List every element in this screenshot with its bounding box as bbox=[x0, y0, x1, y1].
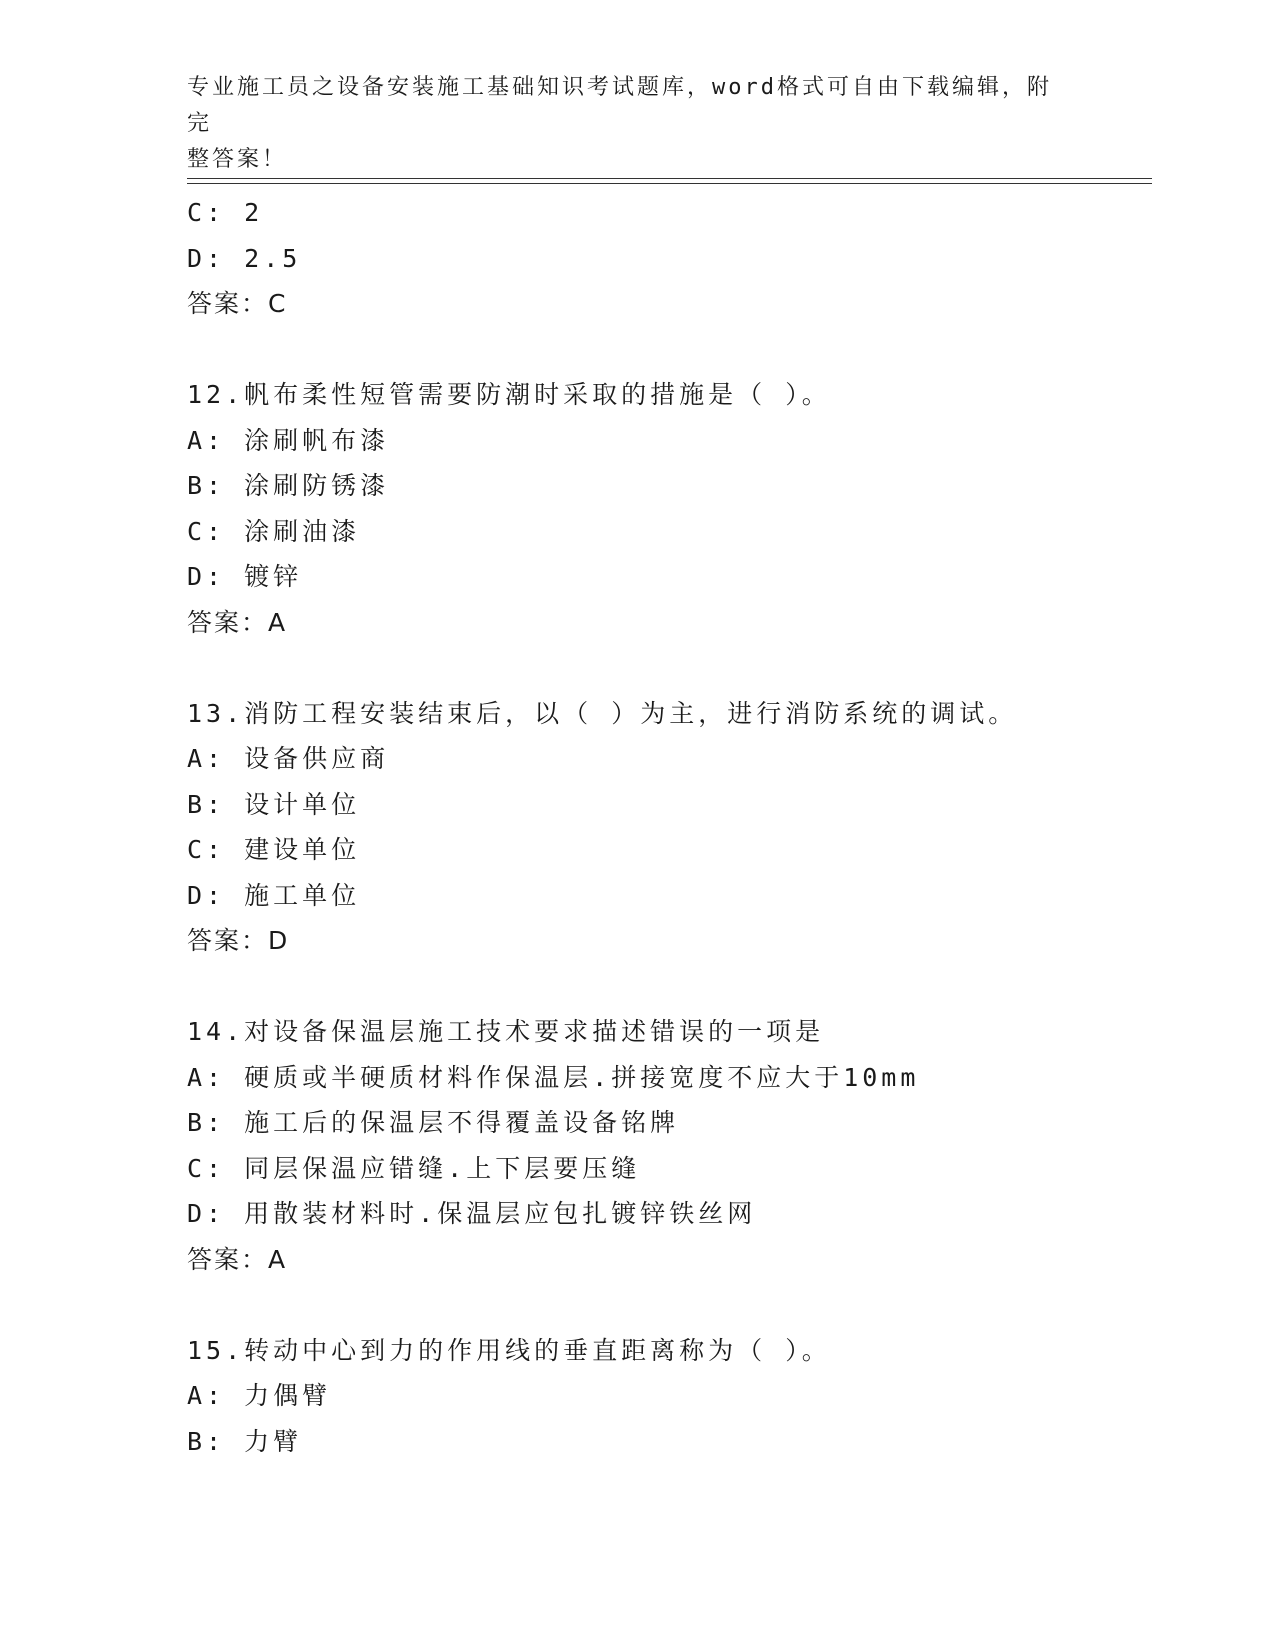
question-14 bbox=[187, 1009, 1152, 1282]
question-stem: 14.对设备保温层施工技术要求描述错误的一项是 bbox=[187, 1017, 825, 1046]
option-a: A: 涂刷帆布漆 bbox=[187, 425, 390, 455]
header-line-1: 专业施工员之设备安装施工基础知识考试题库，word格式可自由下载编辑，附完 bbox=[187, 75, 1052, 136]
option-c: C: 涂刷油漆 bbox=[187, 516, 361, 546]
spacer bbox=[187, 327, 1152, 373]
answer-line: 答案：C bbox=[187, 289, 288, 318]
option-b: B: 力臂 bbox=[187, 1426, 303, 1456]
question-12 bbox=[187, 372, 1152, 645]
option-a: A: 设备供应商 bbox=[187, 744, 390, 773]
question-13 bbox=[187, 691, 1152, 964]
question-stem: 13.消防工程安装结束后，以（ ）为主，进行消防系统的调试。 bbox=[187, 698, 1018, 728]
answer-line: 答案：D bbox=[187, 926, 290, 955]
answer-line: 答案：A bbox=[187, 1244, 288, 1274]
spacer bbox=[187, 645, 1152, 691]
option-c: C: 建设单位 bbox=[187, 835, 361, 864]
option-d: D: 2.5 bbox=[187, 243, 302, 273]
option-b: B: 施工后的保温层不得覆盖设备铭牌 bbox=[187, 1108, 680, 1137]
option-d: D: 施工单位 bbox=[187, 880, 361, 910]
question-stem: 12.帆布柔性短管需要防潮时采取的措施是（ ）。 bbox=[187, 380, 831, 409]
question-15 bbox=[187, 1328, 1152, 1465]
question-stem: 15.转动中心到力的作用线的垂直距离称为（ ）。 bbox=[187, 1335, 831, 1365]
header-line-2: 整答案！ bbox=[187, 147, 288, 172]
spacer bbox=[187, 1282, 1152, 1328]
option-b: B: 涂刷防锈漆 bbox=[187, 471, 390, 500]
option-d: D: 镀锌 bbox=[187, 562, 303, 591]
option-b: B: 设计单位 bbox=[187, 789, 361, 819]
document-header bbox=[187, 70, 1067, 178]
option-c: C: 2 bbox=[187, 198, 264, 227]
header-divider-top bbox=[187, 178, 1152, 179]
question-list bbox=[187, 190, 1152, 1464]
option-a: A: 力偶臂 bbox=[187, 1381, 332, 1410]
answer-line: 答案：A bbox=[187, 607, 288, 637]
option-d: D: 用散装材料时.保温层应包扎镀锌铁丝网 bbox=[187, 1199, 757, 1228]
option-a: A: 硬质或半硬质材料作保温层.拼接宽度不应大于10mm bbox=[187, 1062, 920, 1092]
spacer bbox=[187, 964, 1152, 1010]
header-divider-bottom bbox=[187, 183, 1152, 184]
question-11-continuation bbox=[187, 190, 1152, 327]
option-c: C: 同层保温应错缝.上下层要压缝 bbox=[187, 1153, 641, 1183]
